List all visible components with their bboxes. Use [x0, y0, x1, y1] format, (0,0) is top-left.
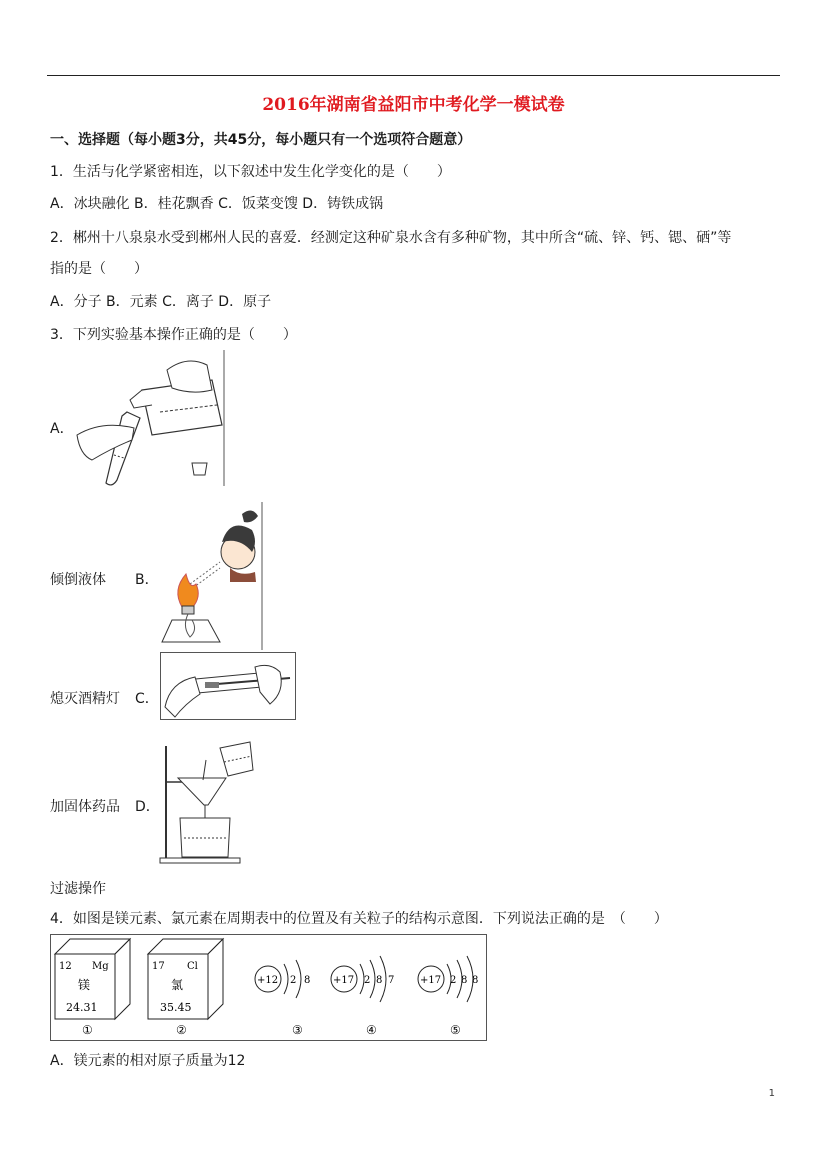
cl-name: 氯	[171, 978, 184, 992]
cl-number: 17	[152, 961, 165, 972]
atom3-nucleus: +12	[257, 975, 279, 986]
atom-diagram-cl-ion	[418, 956, 478, 1037]
atom3-shell1: 2	[290, 975, 297, 986]
q4-option-a: A．镁元素的相对原子质量为12	[50, 1053, 246, 1069]
q1-stem: 1．生活与化学紧密相连，以下叙述中发生化学变化的是（ ）	[50, 164, 451, 180]
element-card-mg	[55, 939, 130, 1037]
atom-diagram-cl	[331, 956, 394, 1037]
q1-options: A．冰块融化 B．桂花飘香 C．饭菜变馊 D．铸铁成锅	[50, 196, 384, 212]
cl-symbol: Cl	[187, 961, 198, 972]
q3-option-a-caption: 倾倒液体	[50, 572, 106, 588]
add-solid-figure	[160, 652, 296, 720]
atom4-mark: ④	[366, 1023, 377, 1037]
atom3-mark: ③	[292, 1023, 303, 1037]
atom3-shell2: 8	[304, 975, 311, 986]
q3-option-a-label: A．	[50, 421, 74, 437]
q3-stem: 3．下列实验基本操作正确的是（ ）	[50, 327, 297, 343]
q3-option-c-caption: 加固体药品	[50, 799, 120, 815]
cl-mass: 35.45	[160, 1001, 192, 1014]
q3-option-d-label: D．	[135, 799, 160, 815]
atom4-shell1: 2	[364, 975, 371, 986]
atom5-nucleus: +17	[420, 975, 442, 986]
mg-mass: 24.31	[66, 1001, 98, 1014]
element-structure-figure	[50, 934, 490, 1042]
atom5-shell2: 8	[461, 975, 468, 986]
element-card-cl	[148, 939, 223, 1037]
pour-liquid-figure	[72, 350, 228, 486]
atom5-mark: ⑤	[450, 1023, 461, 1037]
filtration-figure	[158, 740, 254, 870]
atom4-nucleus: +17	[333, 975, 355, 986]
header-rule	[47, 75, 780, 76]
mg-number: 12	[59, 961, 72, 972]
atom5-shell3: 8	[472, 975, 479, 986]
atom-diagram-mg	[255, 960, 310, 1037]
atom4-shell2: 8	[376, 975, 383, 986]
atom5-shell1: 2	[450, 975, 457, 986]
atom4-shell3: 7	[388, 975, 395, 986]
q2-stem-line1: 2．郴州十八泉泉水受到郴州人民的喜爱．经测定这种矿泉水含有多种矿物，其中所含“硫、锌、钙、锶、硒”等	[50, 230, 732, 246]
mg-symbol: Mg	[92, 961, 109, 972]
mg-name: 镁	[78, 978, 91, 992]
page-number: 1	[768, 1088, 775, 1099]
blow-out-lamp-figure	[160, 502, 266, 650]
cl-mark: ②	[176, 1023, 187, 1037]
q3-option-c-label: C．	[135, 691, 159, 707]
q2-stem-line2: 指的是（ ）	[50, 261, 148, 277]
section-heading: 一、选择题（每小题3分，共45分，每小题只有一个选项符合题意）	[50, 132, 472, 148]
q3-option-d-caption: 过滤操作	[50, 881, 106, 897]
q3-option-b-caption: 熄灭酒精灯	[50, 691, 120, 707]
page-title: 2016年湖南省益阳市中考化学一模试卷	[262, 95, 565, 115]
q2-options: A．分子 B．元素 C．离子 D．原子	[50, 294, 272, 310]
q4-stem: 4．如图是镁元素、氯元素在周期表中的位置及有关粒子的结构示意图．下列说法正确的是 （ ）	[50, 911, 668, 927]
q3-option-b-label: B．	[135, 572, 159, 588]
mg-mark: ①	[82, 1023, 93, 1037]
